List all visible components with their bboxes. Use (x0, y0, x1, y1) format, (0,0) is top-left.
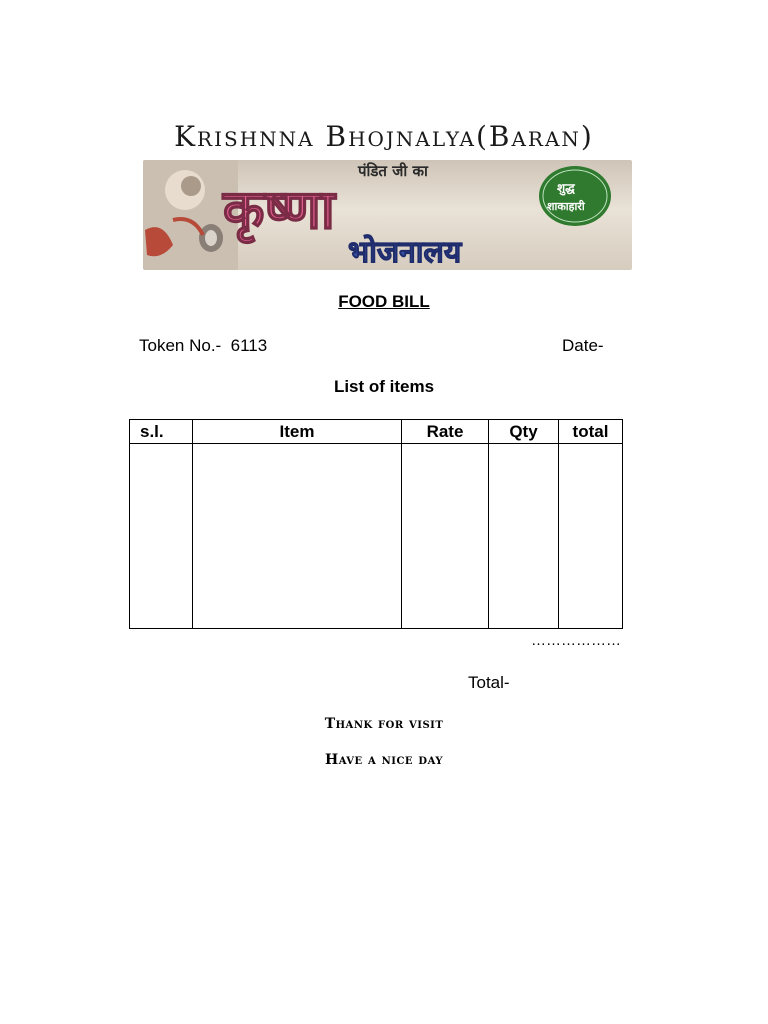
date-label: Date- (562, 336, 604, 355)
column-header-item: Item (193, 420, 402, 444)
banner-main-text: कृष्णा (223, 178, 335, 241)
cell-total (559, 444, 623, 629)
banner-sub-text: भोजनालय (348, 235, 462, 270)
column-header-total: total (559, 420, 623, 444)
total-label: Total- (468, 673, 510, 692)
cell-sl (130, 444, 193, 629)
bill-heading: FOOD BILL (338, 292, 430, 311)
badge-text-top: शुद्ध (557, 181, 575, 195)
restaurant-banner-image (143, 160, 632, 270)
column-header-qty: Qty (489, 420, 559, 444)
shop-title: Krishnna Bhojnalya(Baran) (174, 120, 594, 153)
pure-veg-badge-icon (539, 166, 611, 226)
badge-text-bottom: शाकाहारी (547, 200, 585, 213)
total-dots: ……………… (531, 632, 621, 649)
table-header-row (130, 420, 623, 444)
token-number: Token No.- 6113 (139, 336, 268, 355)
column-header-sl: s.l. (130, 420, 193, 444)
banner-top-text: पंडित जी का (358, 162, 428, 180)
cell-item (193, 444, 402, 629)
cell-rate (402, 444, 489, 629)
greeting-message: Have a nice day (325, 752, 443, 768)
list-of-items-heading: List of items (333, 377, 435, 396)
cell-qty (489, 444, 559, 629)
column-header-rate: Rate (402, 420, 489, 444)
table-row (130, 444, 623, 629)
thank-you-message: Thank for visit (324, 716, 444, 732)
items-table (129, 419, 623, 629)
